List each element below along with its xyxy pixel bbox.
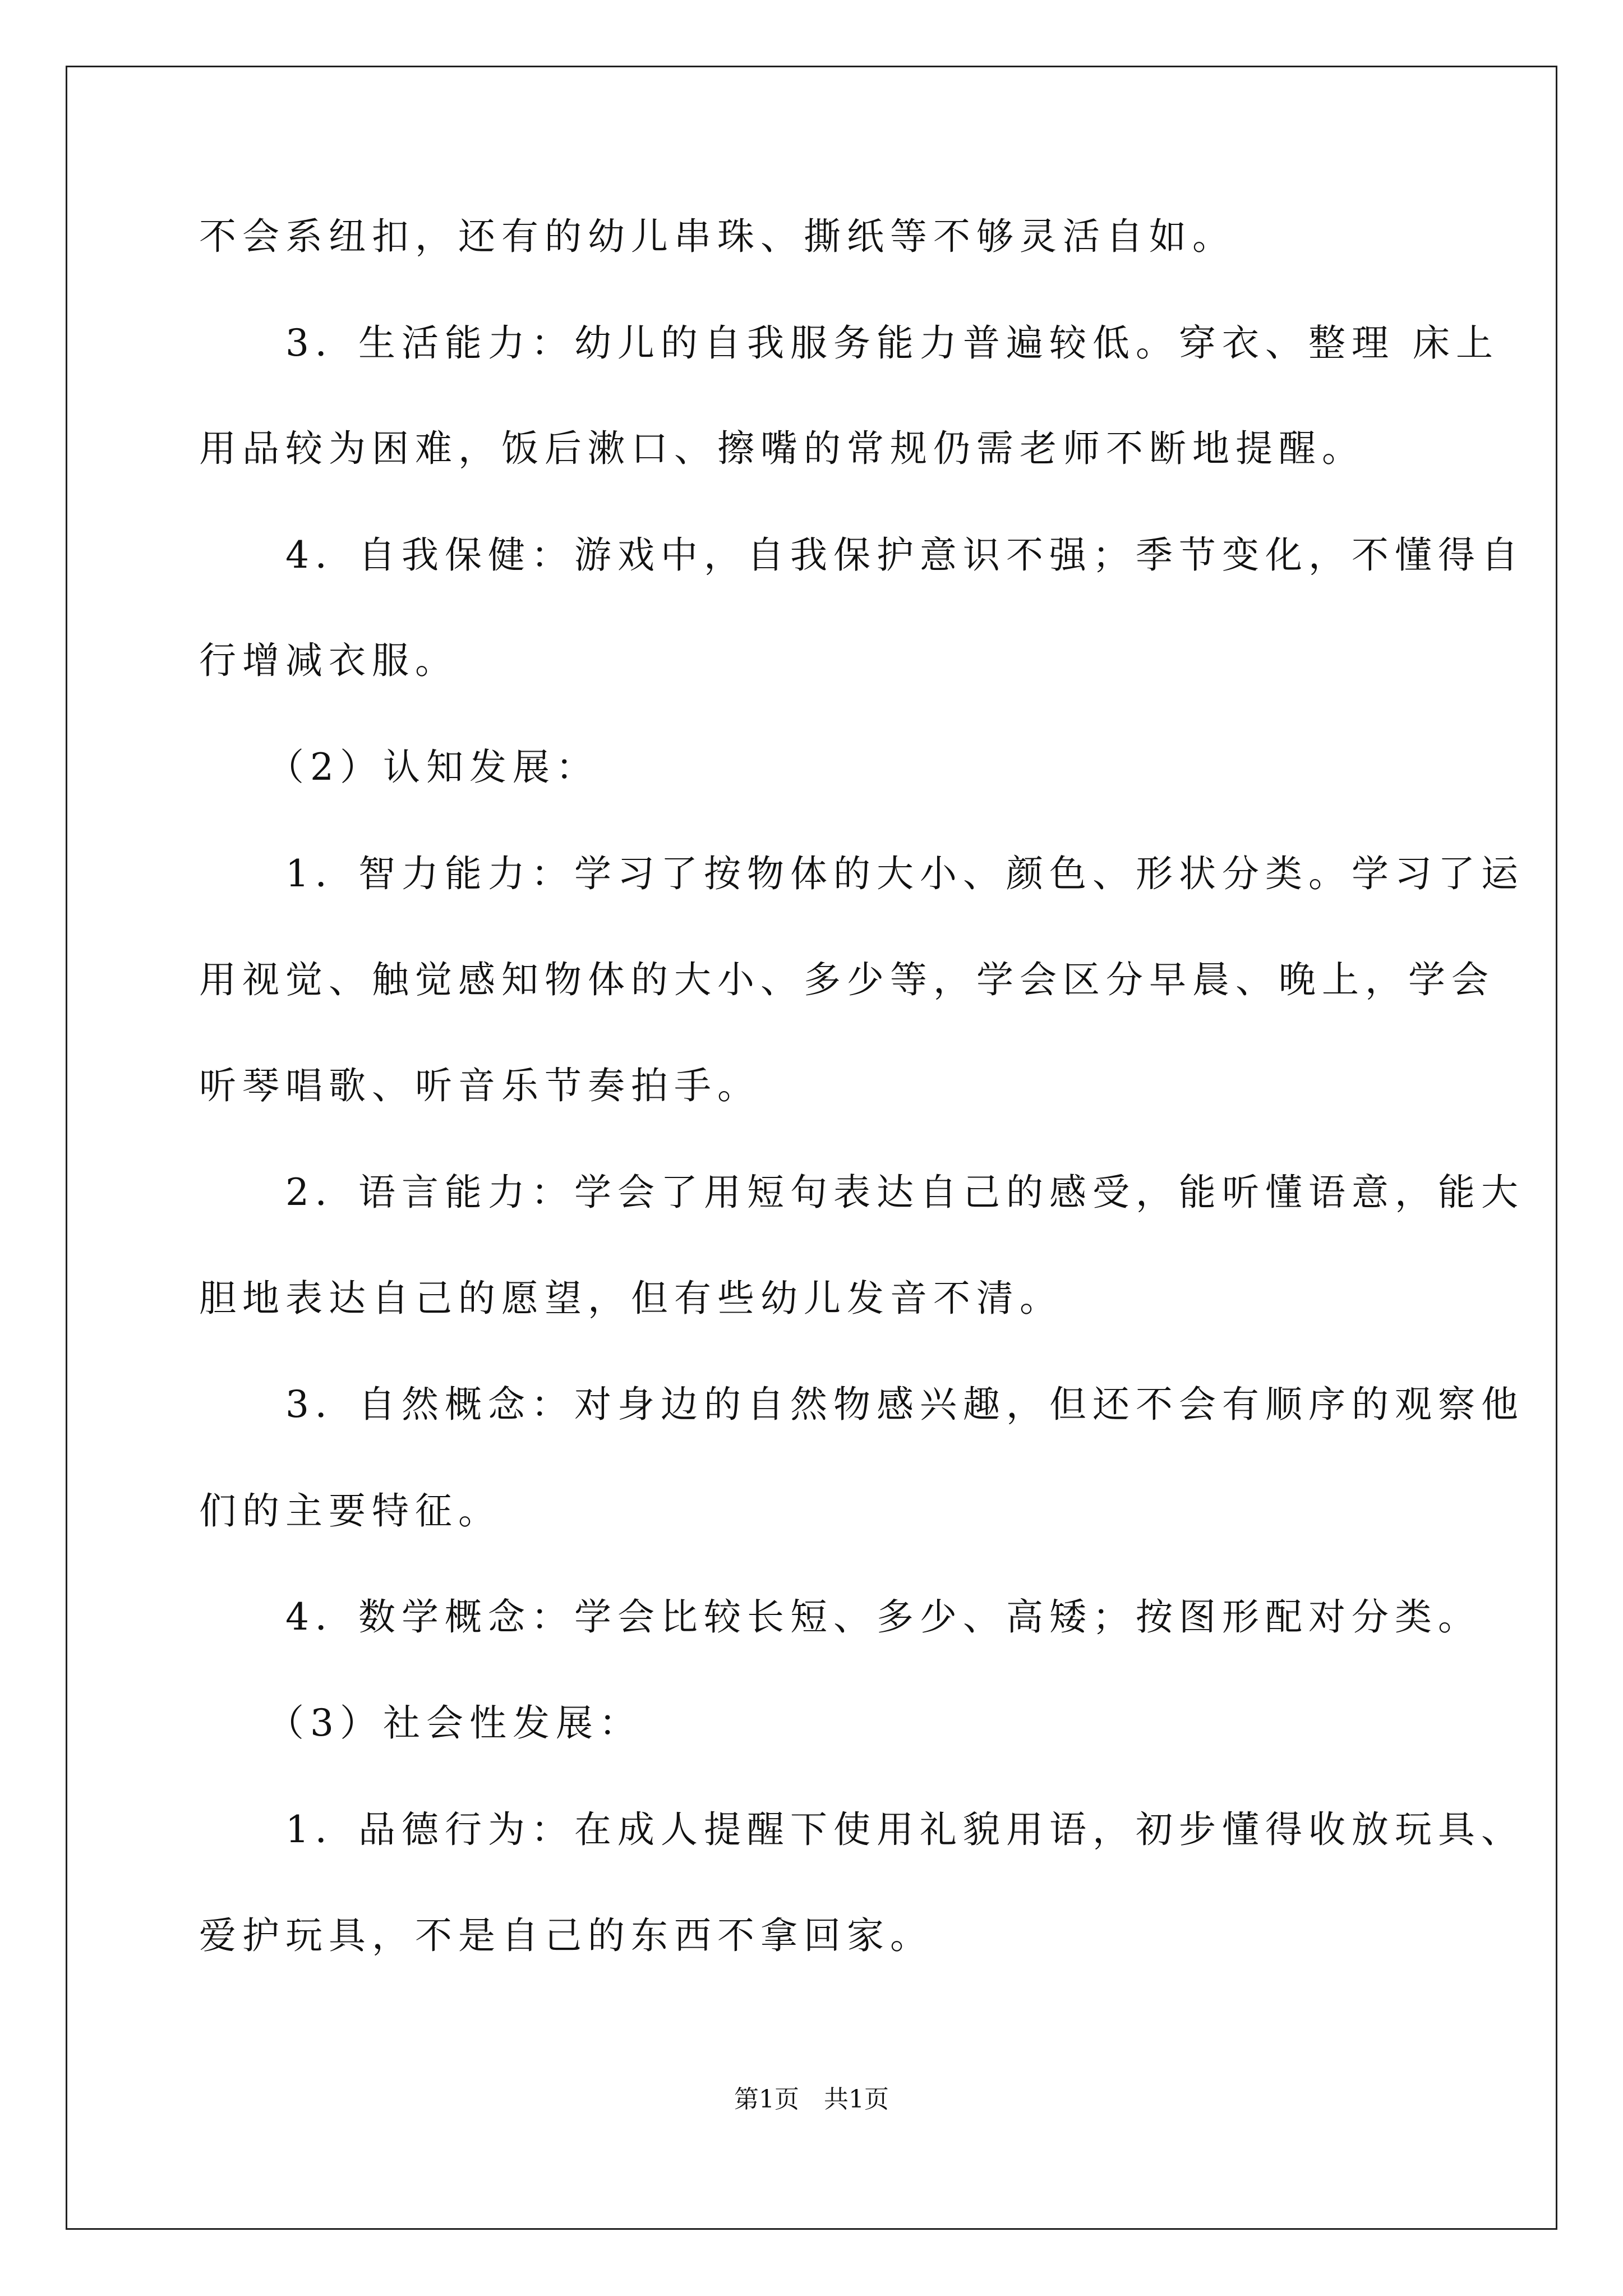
text-line: 3．自然概念：对身边的自然物感兴趣，但还不会有顺序的观察他: [199, 1383, 1524, 1426]
text-line: 2．语言能力：学会了用短句表达自己的感受，能听懂语意，能大: [199, 1171, 1524, 1214]
text-line: 用品较为困难，饭后漱口、擦嘴的常规仍需老师不断地提醒。: [199, 427, 1365, 470]
text-line: 爱护玩具，不是自己的东西不拿回家。: [199, 1914, 933, 1957]
text-line: 4．自我保健：游戏中，自我保护意识不强；季节变化，不懂得自: [199, 533, 1524, 577]
text-line: 行增减衣服。: [199, 639, 458, 682]
text-line: 们的主要特征。: [199, 1489, 501, 1533]
page-number: 第1页 共1页: [734, 2085, 889, 2114]
text-line: 3．生活能力：幼儿的自我服务能力普遍较低。穿衣、整理 床上: [199, 321, 1499, 365]
section-heading: （3）社会性发展：: [199, 1701, 642, 1745]
text-line: 4．数学概念：学会比较长短、多少、高矮；按图形配对分类。: [199, 1595, 1481, 1639]
text-line: 1．智力能力：学习了按物体的大小、颜色、形状分类。学习了运: [199, 852, 1524, 895]
section-heading: （2）认知发展：: [199, 746, 599, 789]
text-line: 用视觉、触觉感知物体的大小、多少等，学会区分早晨、晚上，学会: [199, 958, 1495, 1001]
text-line: 听琴唱歌、听音乐节奏拍手。: [199, 1064, 760, 1107]
page-border: [66, 66, 1557, 2230]
text-line: 1．品德行为：在成人提醒下使用礼貌用语，初步懂得收放玩具、: [199, 1808, 1524, 1851]
text-line: 胆地表达自己的愿望，但有些幼儿发音不清。: [199, 1277, 1063, 1320]
text-line: 不会系纽扣，还有的幼儿串珠、撕纸等不够灵活自如。: [199, 215, 1235, 258]
